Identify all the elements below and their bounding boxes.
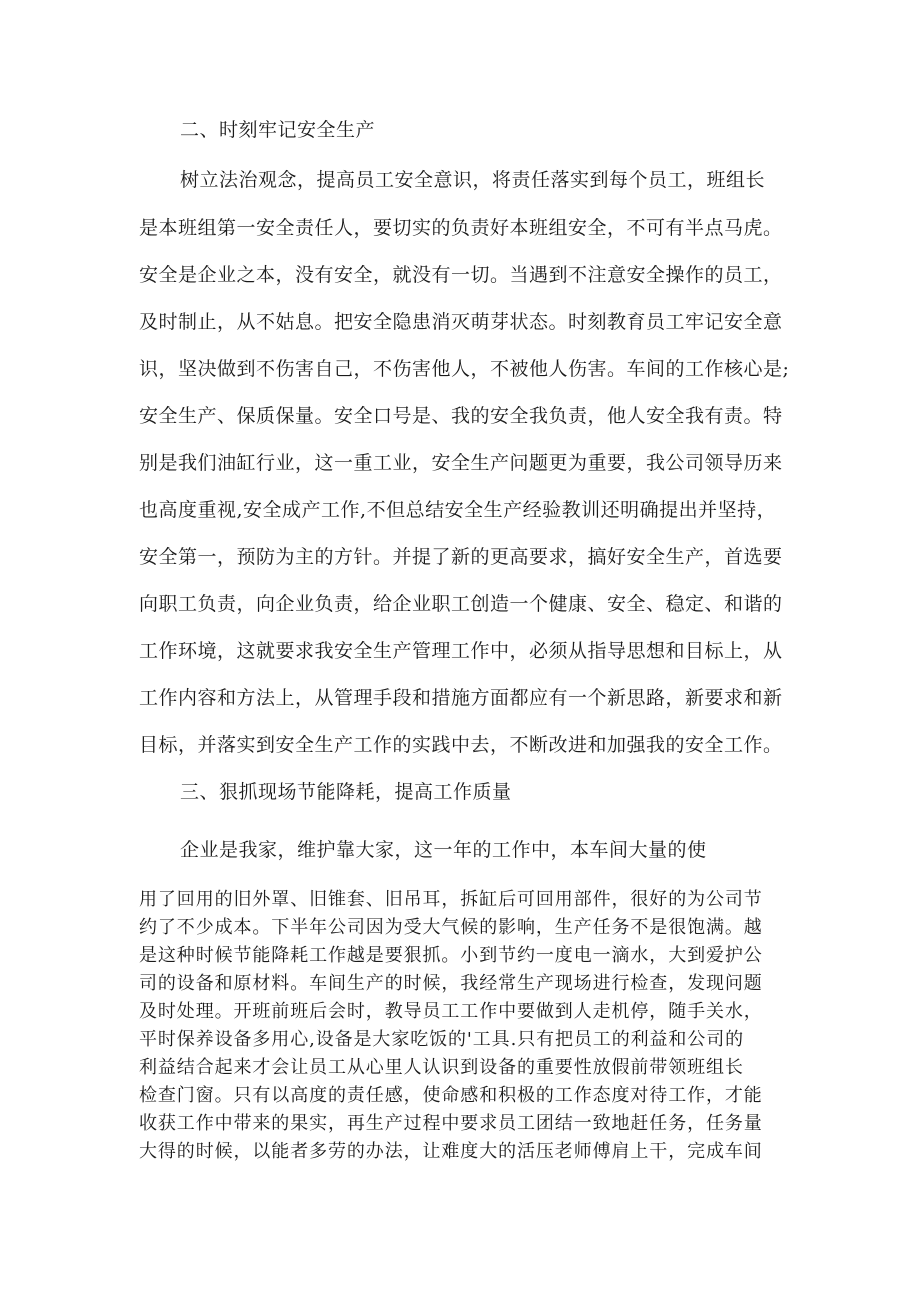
paragraph-line: 树立法治观念，提高员工安全意识，将责任落实到每个员工，班组长: [180, 169, 766, 191]
paragraph-line: 司的设备和原材料。车间生产的时候，我经常生产现场进行检查，发现问题: [139, 973, 763, 994]
paragraph-line: 及时处理。开班前班后会时，教导员工工作中要做到人走机停，随手关水，: [139, 1001, 763, 1022]
paragraph-line: 工作内容和方法上，从管理手段和措施方面都应有一个新思路，新要求和新: [139, 687, 783, 709]
paragraph-line: 工作环境，这就要求我安全生产管理工作中，必须从指导思想和目标上，从: [139, 640, 783, 662]
paragraph-line: 安全是企业之本，没有安全，就没有一切。当遇到不注意安全操作的员工，: [139, 264, 783, 286]
paragraph-line: 大得的时候，以能者多劳的办法，让难度大的活压老师傅肩上干，完成车间: [139, 1141, 763, 1162]
paragraph-line: 安全第一，预防为主的方针。并提了新的更高要求，搞好安全生产，首选要: [139, 546, 783, 568]
section-heading: 三、狠抓现场节能降耗，提高工作质量: [180, 781, 512, 803]
paragraph-line: 收获工作中带来的果实，再生产过程中要求员工团结一致地赶任务，任务量: [139, 1113, 763, 1134]
paragraph-line: 企业是我家，维护靠大家，这一年的工作中，本车间大量的使: [180, 839, 707, 861]
paragraph-line: 用了回用的旧外罩、旧锥套、旧吊耳，拆缸后可回用部件，很好的为公司节: [139, 889, 763, 910]
paragraph-line: 检查门窗。只有以高度的责任感，使命感和积极的工作态度对待工作，才能: [139, 1085, 763, 1106]
paragraph-line: 目标，并落实到安全生产工作的实践中去，不断改进和加强我的安全工作。: [139, 734, 783, 756]
section-heading: 二、时刻牢记安全生产: [180, 119, 376, 141]
paragraph-line: 安全生产、保质保量。安全口号是、我的安全我负责，他人安全我有责。特: [139, 405, 783, 427]
paragraph-line: 是这种时候节能降耗工作越是要狠抓。小到节约一度电一滴水，大到爱护公: [139, 945, 763, 966]
paragraph-line: 平时保养设备多用心,设备是大家吃饭的'工具.只有把员工的利益和公司的: [139, 1029, 744, 1050]
paragraph-line: 及时制止，从不姑息。把安全隐患消灭萌芽状态。时刻教育员工牢记安全意: [139, 311, 783, 333]
paragraph-line: 向职工负责，向企业负责，给企业职工创造一个健康、安全、稳定、和谐的: [139, 593, 783, 615]
paragraph-line: 识，坚决做到不伤害自己，不伤害他人，不被他人伤害。车间的工作核心是;: [139, 358, 790, 380]
paragraph-line: 也高度重视,安全成产工作,不但总结安全生产经验教训还明确提出并坚持，: [139, 499, 777, 521]
paragraph-line: 利益结合起来才会让员工从心里人认识到设备的重要性放假前带领班组长: [139, 1057, 744, 1078]
paragraph-line: 是本班组第一安全责任人，要切实的负责好本班组安全，不可有半点马虎。: [139, 217, 783, 239]
paragraph-line: 别是我们油缸行业，这一重工业，安全生产问题更为重要，我公司领导历来: [139, 452, 783, 474]
paragraph-line: 约了不少成本。下半年公司因为受大气候的影响，生产任务不是很饱满。越: [139, 917, 763, 938]
